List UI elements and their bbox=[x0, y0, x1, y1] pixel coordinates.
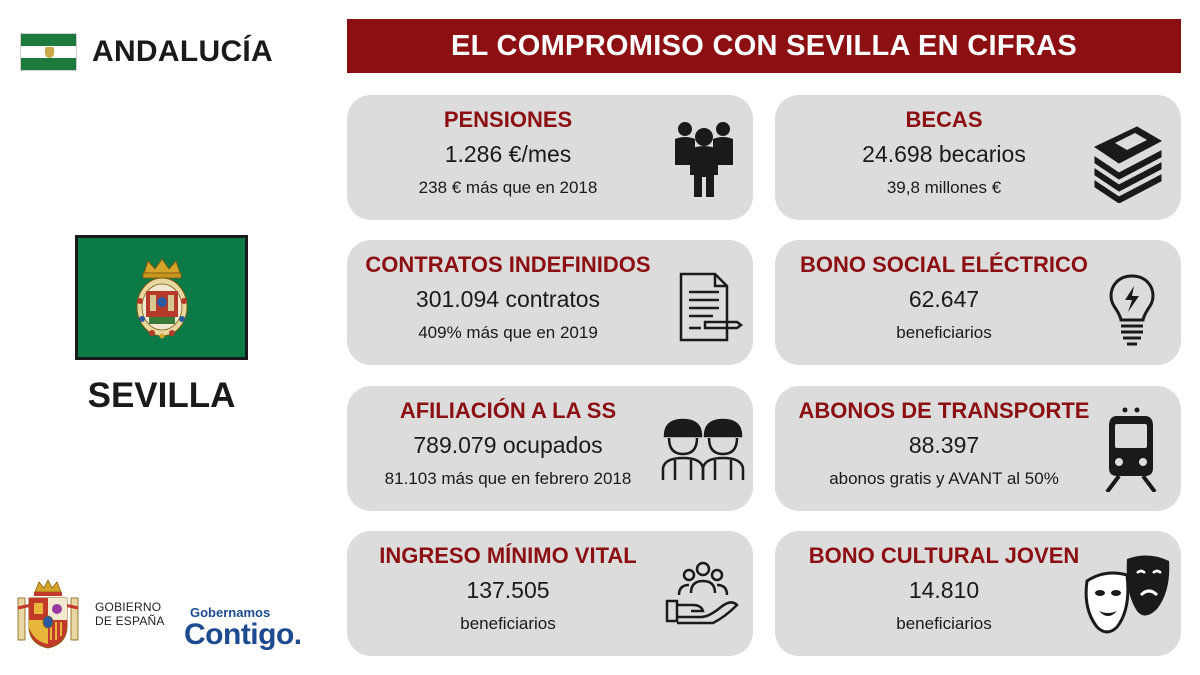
card-contratos bbox=[347, 240, 753, 365]
card-subtitle: 238 € más que en 2018 bbox=[418, 178, 598, 197]
workers-icon bbox=[661, 416, 745, 482]
gobierno-line-2: DE ESPAÑA bbox=[95, 614, 165, 628]
gobernamos-contigo-logo bbox=[184, 606, 302, 651]
card-title: CONTRATOS INDEFINIDOS bbox=[365, 252, 651, 277]
region-title: ANDALUCÍA bbox=[92, 35, 274, 68]
card-ingreso-minimo bbox=[347, 531, 753, 656]
card-title: INGRESO MÍNIMO VITAL bbox=[379, 543, 637, 568]
card-subtitle: beneficiarios bbox=[896, 323, 992, 342]
card-value: 24.698 becarios bbox=[862, 141, 1026, 167]
card-becas bbox=[775, 95, 1181, 220]
region-header bbox=[20, 33, 273, 71]
card-value: 789.079 ocupados bbox=[413, 432, 603, 458]
card-value: 14.810 bbox=[908, 577, 980, 603]
card-abonos-transporte bbox=[775, 386, 1181, 511]
books-stack-icon bbox=[1091, 113, 1165, 203]
card-title: PENSIONES bbox=[443, 107, 573, 132]
card-subtitle: 81.103 más que en febrero 2018 bbox=[384, 469, 632, 488]
card-title: BONO CULTURAL JOVEN bbox=[808, 543, 1080, 568]
theater-masks-icon bbox=[1083, 551, 1173, 641]
title-banner bbox=[347, 19, 1181, 73]
banner-title: EL COMPROMISO CON SEVILLA EN CIFRAS bbox=[451, 29, 1077, 62]
sevilla-flag-icon bbox=[75, 235, 248, 360]
card-value: 62.647 bbox=[908, 286, 980, 312]
card-afiliacion bbox=[347, 386, 753, 511]
people-group-icon bbox=[673, 117, 735, 197]
card-subtitle: 39,8 millones € bbox=[886, 178, 1002, 197]
train-icon bbox=[1103, 406, 1159, 492]
contract-document-icon bbox=[677, 270, 743, 344]
card-bono-electrico bbox=[775, 240, 1181, 365]
card-value: 1.286 €/mes bbox=[444, 141, 572, 167]
lightbulb-icon bbox=[1107, 272, 1157, 350]
card-bono-cultural bbox=[775, 531, 1181, 656]
gobierno-line-1: GOBIERNO bbox=[95, 600, 162, 614]
card-title: BECAS bbox=[905, 107, 983, 132]
card-title: ABONOS DE TRANSPORTE bbox=[798, 398, 1090, 423]
card-subtitle: abonos gratis y AVANT al 50% bbox=[829, 469, 1059, 488]
slogan-big: Contigo. bbox=[184, 618, 302, 651]
card-value: 301.094 contratos bbox=[415, 286, 601, 312]
spain-coat-of-arms-icon bbox=[15, 578, 81, 650]
card-pensiones bbox=[347, 95, 753, 220]
hand-people-icon bbox=[665, 559, 741, 625]
card-value: 88.397 bbox=[908, 432, 980, 458]
card-subtitle: beneficiarios bbox=[896, 614, 992, 633]
slogan-small: Gobernamos bbox=[190, 605, 271, 620]
card-title: AFILIACIÓN A LA SS bbox=[399, 398, 617, 423]
card-value: 137.505 bbox=[466, 577, 550, 603]
card-subtitle: beneficiarios bbox=[460, 614, 556, 633]
gobierno-de-espana-logo bbox=[15, 578, 165, 650]
andalucia-flag-icon bbox=[20, 33, 77, 71]
card-subtitle: 409% más que en 2019 bbox=[418, 323, 598, 342]
city-name: SEVILLA bbox=[87, 376, 236, 415]
card-title: BONO SOCIAL ELÉCTRICO bbox=[799, 252, 1089, 277]
